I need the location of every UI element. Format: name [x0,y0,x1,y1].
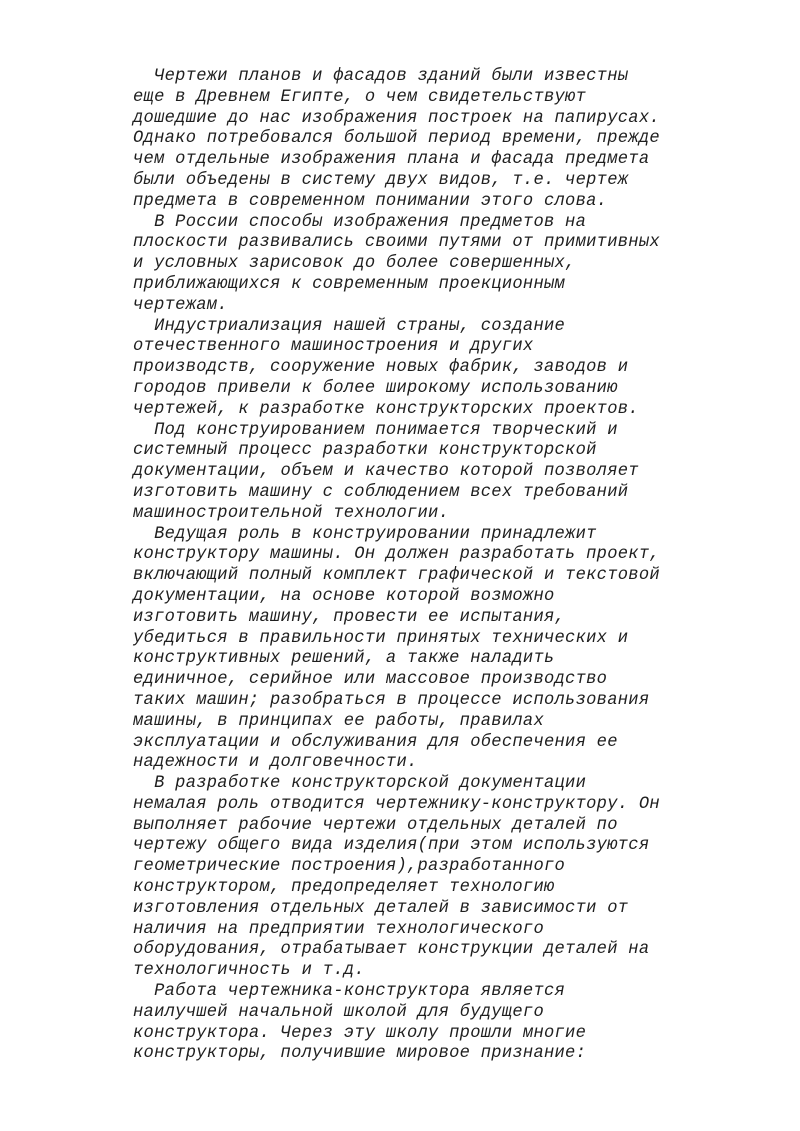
text-line: Индустриализация нашей страны, создание [133,316,566,336]
text-line: и условных зарисовок до более совершенных, [133,254,576,274]
text-line: Чертежи планов и фасадов зданий были известны [133,67,629,86]
text-line: надежности и долговечности. [133,753,418,773]
text-line: документации, на основе которой возможно [133,586,555,606]
text-line: дошедшие до нас изображения построек на папирусах. [133,108,660,128]
text-line: геометрические построения),разработанного [133,857,566,877]
text-line: оборудования, отрабатывает конструкции деталей на [133,940,650,960]
text-line: чертежей, к разработке конструкторских проектов. [133,399,639,419]
text-line: наличия на предприятии технологического [133,919,544,939]
text-line: изготовить машину, провести ее испытания, [133,607,566,627]
text-line: выполняет рабочие чертежи отдельных деталей по [133,815,618,835]
text-line: отечественного машиностроения и других [133,337,534,357]
text-line: убедиться в правильности принятых технических и [133,628,629,648]
text-line: машиностроительной технологии. [133,503,450,523]
text-line: изготовления отдельных деталей в зависимости от [133,898,629,918]
document-page [133,67,773,1065]
text-line: были объедены в систему двух видов, т.е. чертеж [133,170,629,190]
text-line: документации, объем и качество которой позволяет [133,462,639,482]
text-line: Ведущая роль в конструировании принадлежит [133,524,597,544]
text-line: чертежу общего вида изделия(при этом используются [133,836,650,856]
text-line: предмета в современном понимании этого слова. [133,191,608,211]
text-line: системный процесс разработки конструкторской [133,441,597,461]
text-line: единичное, серийное или массовое производство [133,670,608,690]
text-line: еще в Древнем Египте, о чем свидетельствуют [133,87,587,107]
text-line: Однако потребовался большой период времени, прежде [133,129,660,149]
text-line: чем отдельные изображения плана и фасада предмета [133,150,650,170]
text-line: конструктором, предопределяет технологию [133,878,555,898]
text-line: изготовить машину с соблюдением всех требований [133,482,629,502]
text-line: наилучшей начальной школой для будущего [133,1002,544,1022]
text-line: конструктивных решений, а также наладить [133,649,555,669]
text-line: чертежам. [133,295,228,315]
text-line: городов привели к более широкому использованию [133,378,618,398]
text-line: приближающихся к современным проекционным [133,274,566,294]
text-line: машины, в принципах ее работы, правилах [133,711,544,731]
text-line: конструкторы, получившие мировое признание: [133,1044,587,1064]
text-line: включающий полный комплект графической и текстовой [133,566,660,586]
text-line: конструктора. Через эту школу прошли многие [133,1023,587,1043]
text-line: Работа чертежника-конструктора является [133,982,566,1002]
text-line: В разработке конструкторской документации [133,774,587,794]
text-line: немалая роль отводится чертежнику-конструктору. Он [133,794,660,814]
text-line: конструктору машины. Он должен разработать проект, [133,545,660,565]
text-line: технологичность и т.д. [133,961,365,981]
text-line: эксплуатации и обслуживания для обеспечения ее [133,732,618,752]
text-line: плоскости развивались своими путями от примитивных [133,233,660,253]
text-line: Под конструированием понимается творческий и [133,420,618,440]
text-line: таких машин; разобраться в процессе использования [133,690,650,710]
text-line: В России способы изображения предметов на [133,212,587,232]
text-line: производств, сооружение новых фабрик, заводов и [133,358,629,378]
